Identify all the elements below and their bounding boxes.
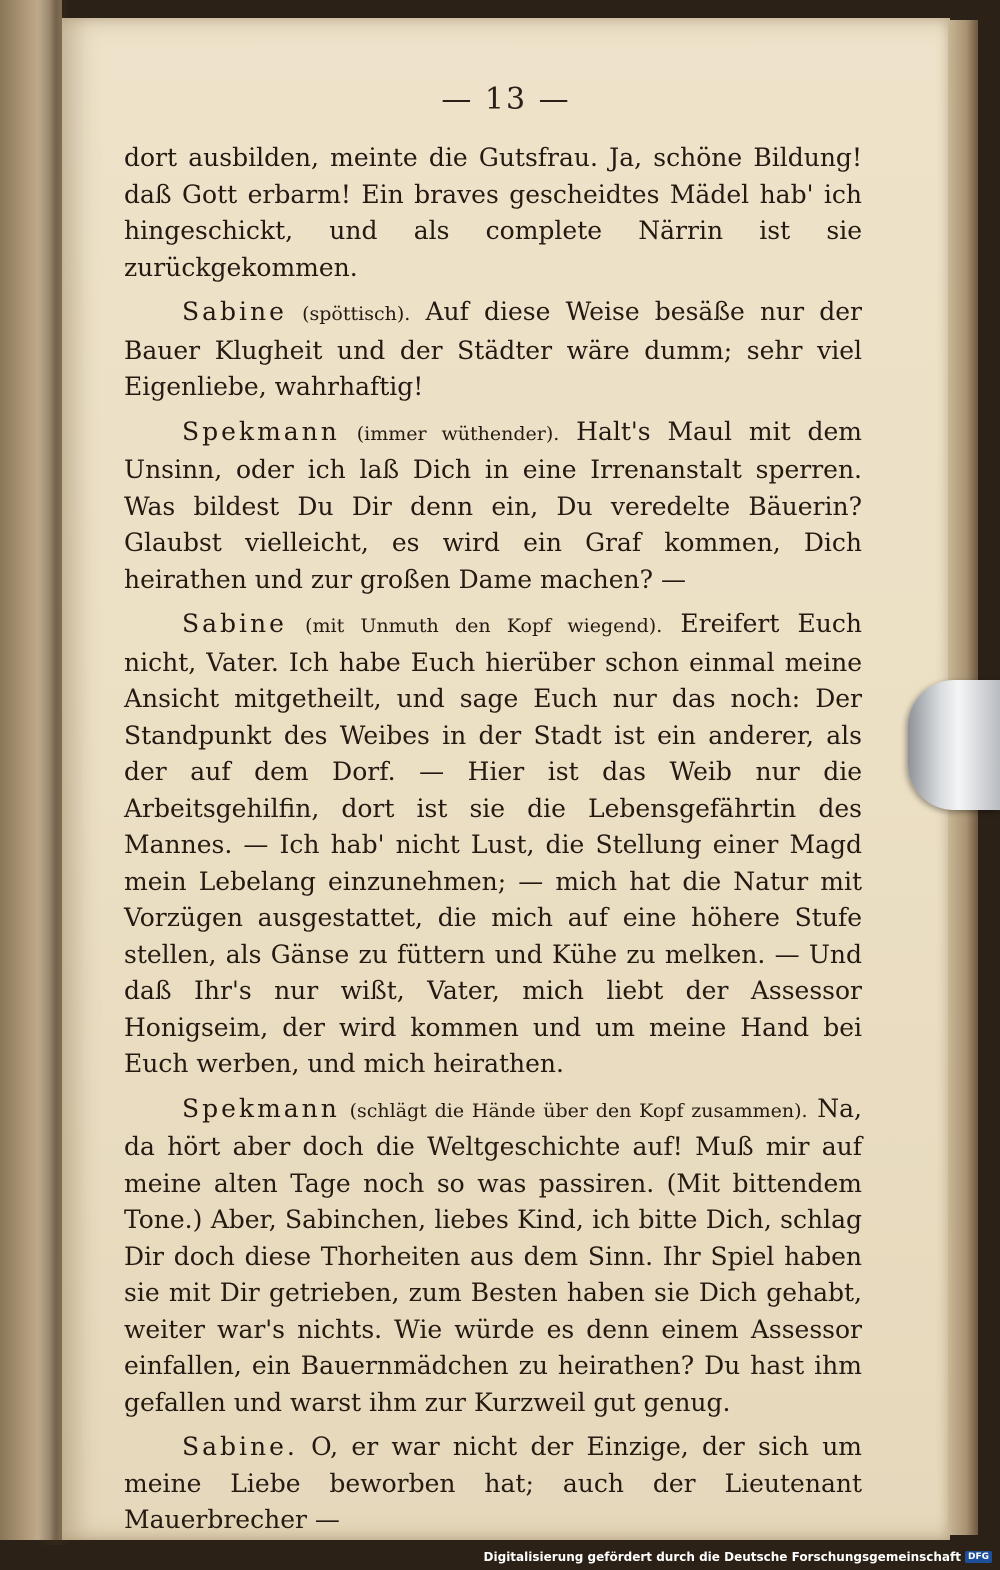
paragraph-4	[124, 606, 862, 1083]
paragraph-text: Na, da hört aber doch die Weltgeschichte auf! Muß mir auf meine alten Tage noch so was passiren. (Mit bittendem Tone.) Aber, Sabinchen, liebes Kind, ich bitte Dich, schlag Dir doch diese Thorheiten aus dem Sinn. Ihr Spiel haben sie mit Dir getrieben, zum Besten haben sie Dich gehabt, weiter war's nichts. Wie würde es denn einem Assessor einfallen, ein Bauernmädchen zu heirathen? Du hast ihm gefallen und warst ihm zur Kurzweil gut genug.	[124, 1093, 863, 1417]
paragraph-1	[124, 140, 862, 286]
paragraph-5	[124, 1091, 862, 1422]
speaker-name: Spekmann	[182, 416, 340, 446]
stage-direction: (immer wüthender).	[356, 422, 560, 445]
paragraph-text: Auf diese Weise besäße nur der Bauer Klugheit und der Städter wäre dumm; sehr viel Eigenliebe, wahrhaftig!	[124, 297, 863, 401]
page-text	[124, 140, 862, 1547]
dfg-logo: DFG	[965, 1551, 992, 1563]
paragraph-text: O, er war nicht der Einzige, der sich um meine Liebe beworben hat; auch der Lieutenant Mauerbrecher —	[124, 1432, 863, 1534]
paragraph-text: Ereifert Euch nicht, Vater. Ich habe Euch hierüber schon einmal meine Ansicht mitgetheilt, und sage Euch nur das noch: Der Standpunkt des Weibes in der Stadt ist ein anderer, als der auf dem Dorf. — Hier ist das Weib nur die Arbeitsgehilfin, dort ist sie die Lebensgefährtin des Mannes. — Ich hab' nicht Lust, die Stellung einer Magd mein Lebelang einzunehmen; — mich hat die Natur mit Vorzügen ausgestattet, die mich auf eine höhere Stufe stellen, als Gänse zu füttern und Kühe zu melken. — Und daß Ihr's nur wißt, Vater, mich liebt der Assessor Honigseim, der wird kommen und um meine Hand bei Euch werben, und mich heirathen.	[124, 609, 862, 1078]
stage-direction: (schlägt die Hände über den Kopf zusammen).	[349, 1099, 808, 1122]
credit-text: Digitalisierung gefördert durch die Deutsche Forschungsgemeinschaft	[483, 1550, 961, 1564]
speaker-name: Sabine	[182, 609, 287, 638]
speaker-name: Sabine	[182, 297, 287, 326]
paragraph-text: dort ausbilden, meinte die Gutsfrau. Ja, schöne Bildung! daß Gott erbarm! Ein braves gescheidtes Mädel hab' ich hingeschickt, und als complete Närrin ist sie zurückgekommen.	[124, 143, 862, 282]
digitization-credit	[484, 1550, 992, 1564]
paragraph-6	[124, 1429, 862, 1539]
paragraph-3	[124, 414, 862, 599]
speaker-name: Sabine.	[182, 1432, 298, 1461]
paragraph-text: Halt's Maul mit dem Unsinn, oder ich laß Dich in eine Irrenanstalt sperren. Was bildest Du Dir denn ein, Du veredelte Bäuerin? Glaubst vielleicht, es wird ein Graf kommen, Dich heirathen und zur großen Dame machen? —	[124, 416, 862, 594]
page-clip	[908, 680, 1000, 810]
speaker-name: Spekmann	[182, 1093, 340, 1123]
page-number: — 13 —	[441, 82, 571, 117]
stage-direction: (mit Unmuth den Kopf wiegend).	[305, 615, 663, 637]
paragraph-2	[124, 294, 862, 406]
stage-direction: (spöttisch).	[302, 303, 411, 325]
